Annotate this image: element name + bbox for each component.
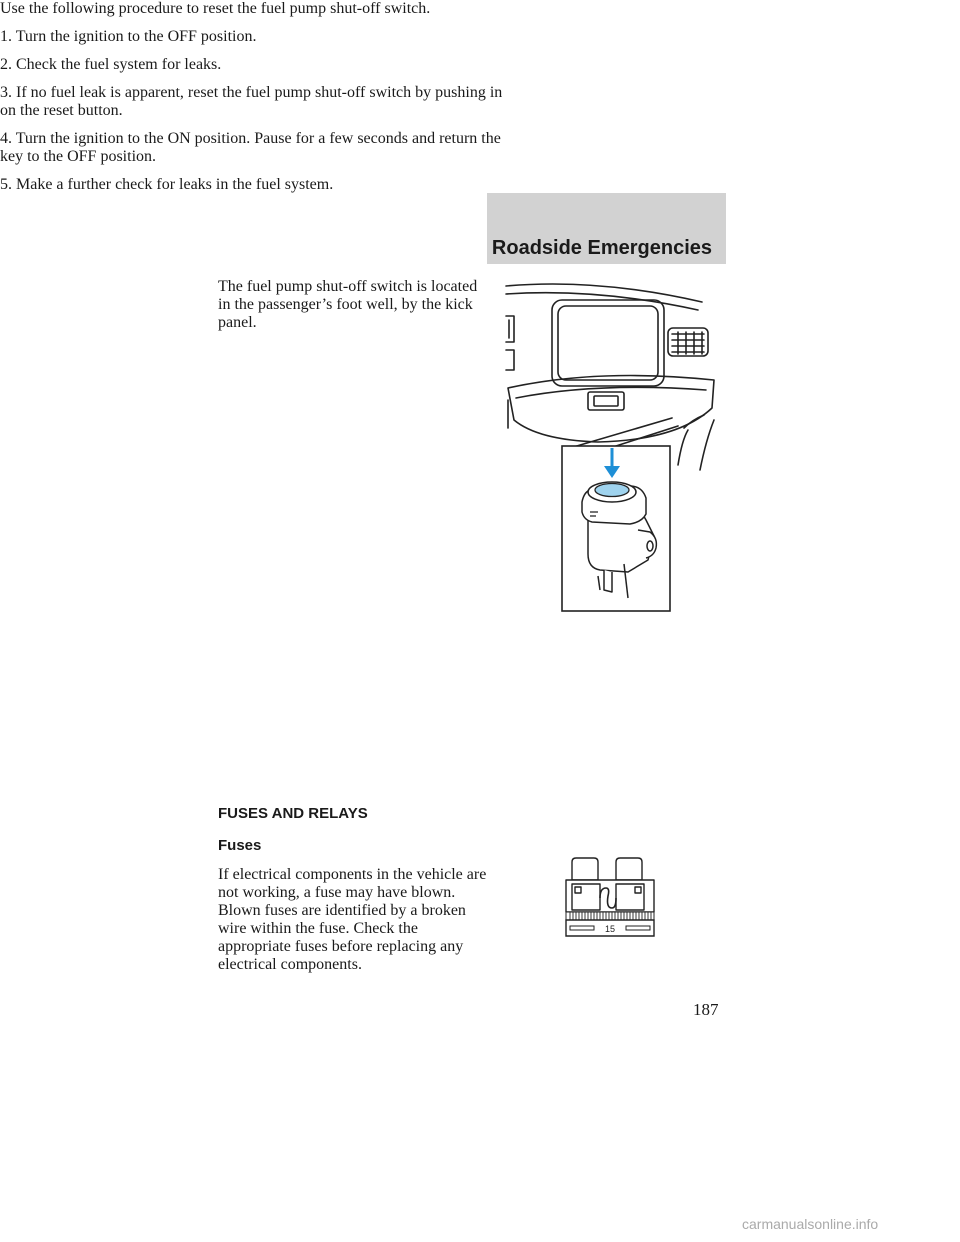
fuse-rating-label: 15 [604, 924, 616, 934]
page-number: 187 [693, 1000, 719, 1019]
procedure-step: 5. Make a further check for leaks in the fuel system. [0, 176, 334, 193]
procedure-step: 2. Check the fuel system for leaks. [0, 56, 222, 73]
section-header-band [487, 193, 726, 264]
footer-watermark: carmanualsonline.info [742, 1216, 879, 1232]
fuses-paragraph: If electrical components in the vehicle are not working, a fuse may have blown. Blown fuses are identified by a broken wire within the fuse. Check the appropriate fuses before replacing any electrical components. [218, 866, 487, 973]
section-title: Roadside Emergencies [491, 237, 712, 259]
procedure-step: 1. Turn the ignition to the OFF position. [0, 28, 257, 45]
reset-procedure [0, 0, 520, 194]
fuse-illustration [560, 852, 660, 944]
intro-paragraph: The fuel pump shut-off switch is located in the passenger’s foot well, by the kick panel. [218, 278, 478, 331]
procedure-step: 3. If no fuel leak is apparent, reset the fuel pump shut-off switch by pushing in on the reset button. [0, 84, 503, 119]
fuel-pump-switch-illustration [478, 280, 718, 615]
procedure-step: 4. Turn the ignition to the ON position. Pause for a few seconds and return the key to the OFF position. [0, 130, 501, 165]
section-heading: FUSES AND RELAYS [218, 805, 368, 822]
subsection-heading: Fuses [218, 837, 262, 854]
procedure-lead: Use the following procedure to reset the fuel pump shut-off switch. [0, 0, 431, 17]
